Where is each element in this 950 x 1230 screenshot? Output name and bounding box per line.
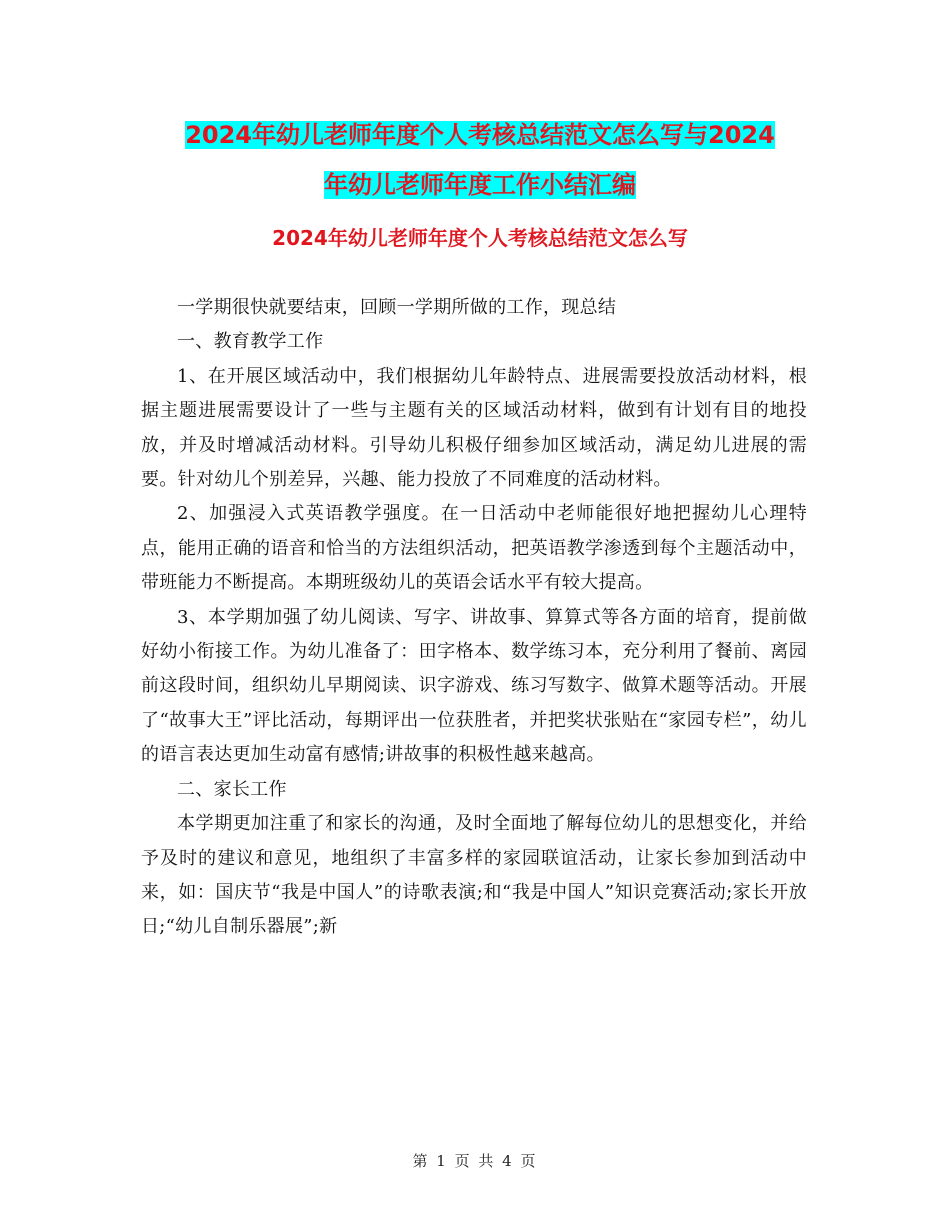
paragraph-item-2: 2、加强浸入式英语教学强度。在一日活动中老师能很好地把握幼儿心理特点，能用正确的语音和恰当的方法组织活动，把英语教学渗透到每个主题活动中，带班能力不断提高。本期班级幼儿的英语会话水平有较大提高。: [141, 503, 807, 594]
page-footer: 第 1 页 共 4 页: [412, 1152, 538, 1170]
document-title: [120, 110, 840, 210]
heading-education: 一、教育教学工作: [177, 331, 324, 353]
document-title-line1: 2024年幼儿老师年度个人考核总结范文怎么写与2024: [185, 121, 775, 149]
document-body: [141, 291, 807, 945]
paragraph-item-3: 3、本学期加强了幼儿阅读、写字、讲故事、算算式等各方面的培育，提前做好幼小衔接工作。为幼儿准备了：田字格本、数学练习本，充分利用了餐前、离园前这段时间，组织幼儿早期阅读、识字游戏、练习写数字、做算术题等活动。开展了“故事大王”评比活动，每期评出一位获胜者，并把奖状张贴在“家园专栏”，幼儿的语言表达更加生动富有感情;讲故事的积极性越来越高。: [141, 606, 807, 766]
heading-parents: 二、家长工作: [177, 778, 287, 800]
document-title-line2: 年幼儿老师年度工作小结汇编: [324, 171, 636, 199]
paragraph-parents: 本学期更加注重了和家长的沟通，及时全面地了解每位幼儿的思想变化，并给予及时的建议和意见，地组织了丰富多样的家园联谊活动，让家长参加到活动中来，如：国庆节“我是中国人”的诗歌表演;和“我是中国人”知识竞赛活动;家长开放日;“幼儿自制乐器展”;新: [141, 813, 807, 938]
paragraph-intro: 一学期很快就要结束，回顾一学期所做的工作，现总结: [177, 297, 617, 318]
section-title: 2024年幼儿老师年度个人考核总结范文怎么写: [272, 226, 688, 250]
paragraph-item-1: 1、在开展区域活动中，我们根据幼儿年龄特点、进展需要投放活动材料，根据主题进展需要设计了一些与主题有关的区域活动材料，做到有计划有目的地投放，并及时增减活动材料。引导幼儿积极仔细参加区域活动，满足幼儿进展的需要。针对幼儿个别差异，兴趣、能力投放了不同难度的活动材料。: [141, 365, 807, 491]
